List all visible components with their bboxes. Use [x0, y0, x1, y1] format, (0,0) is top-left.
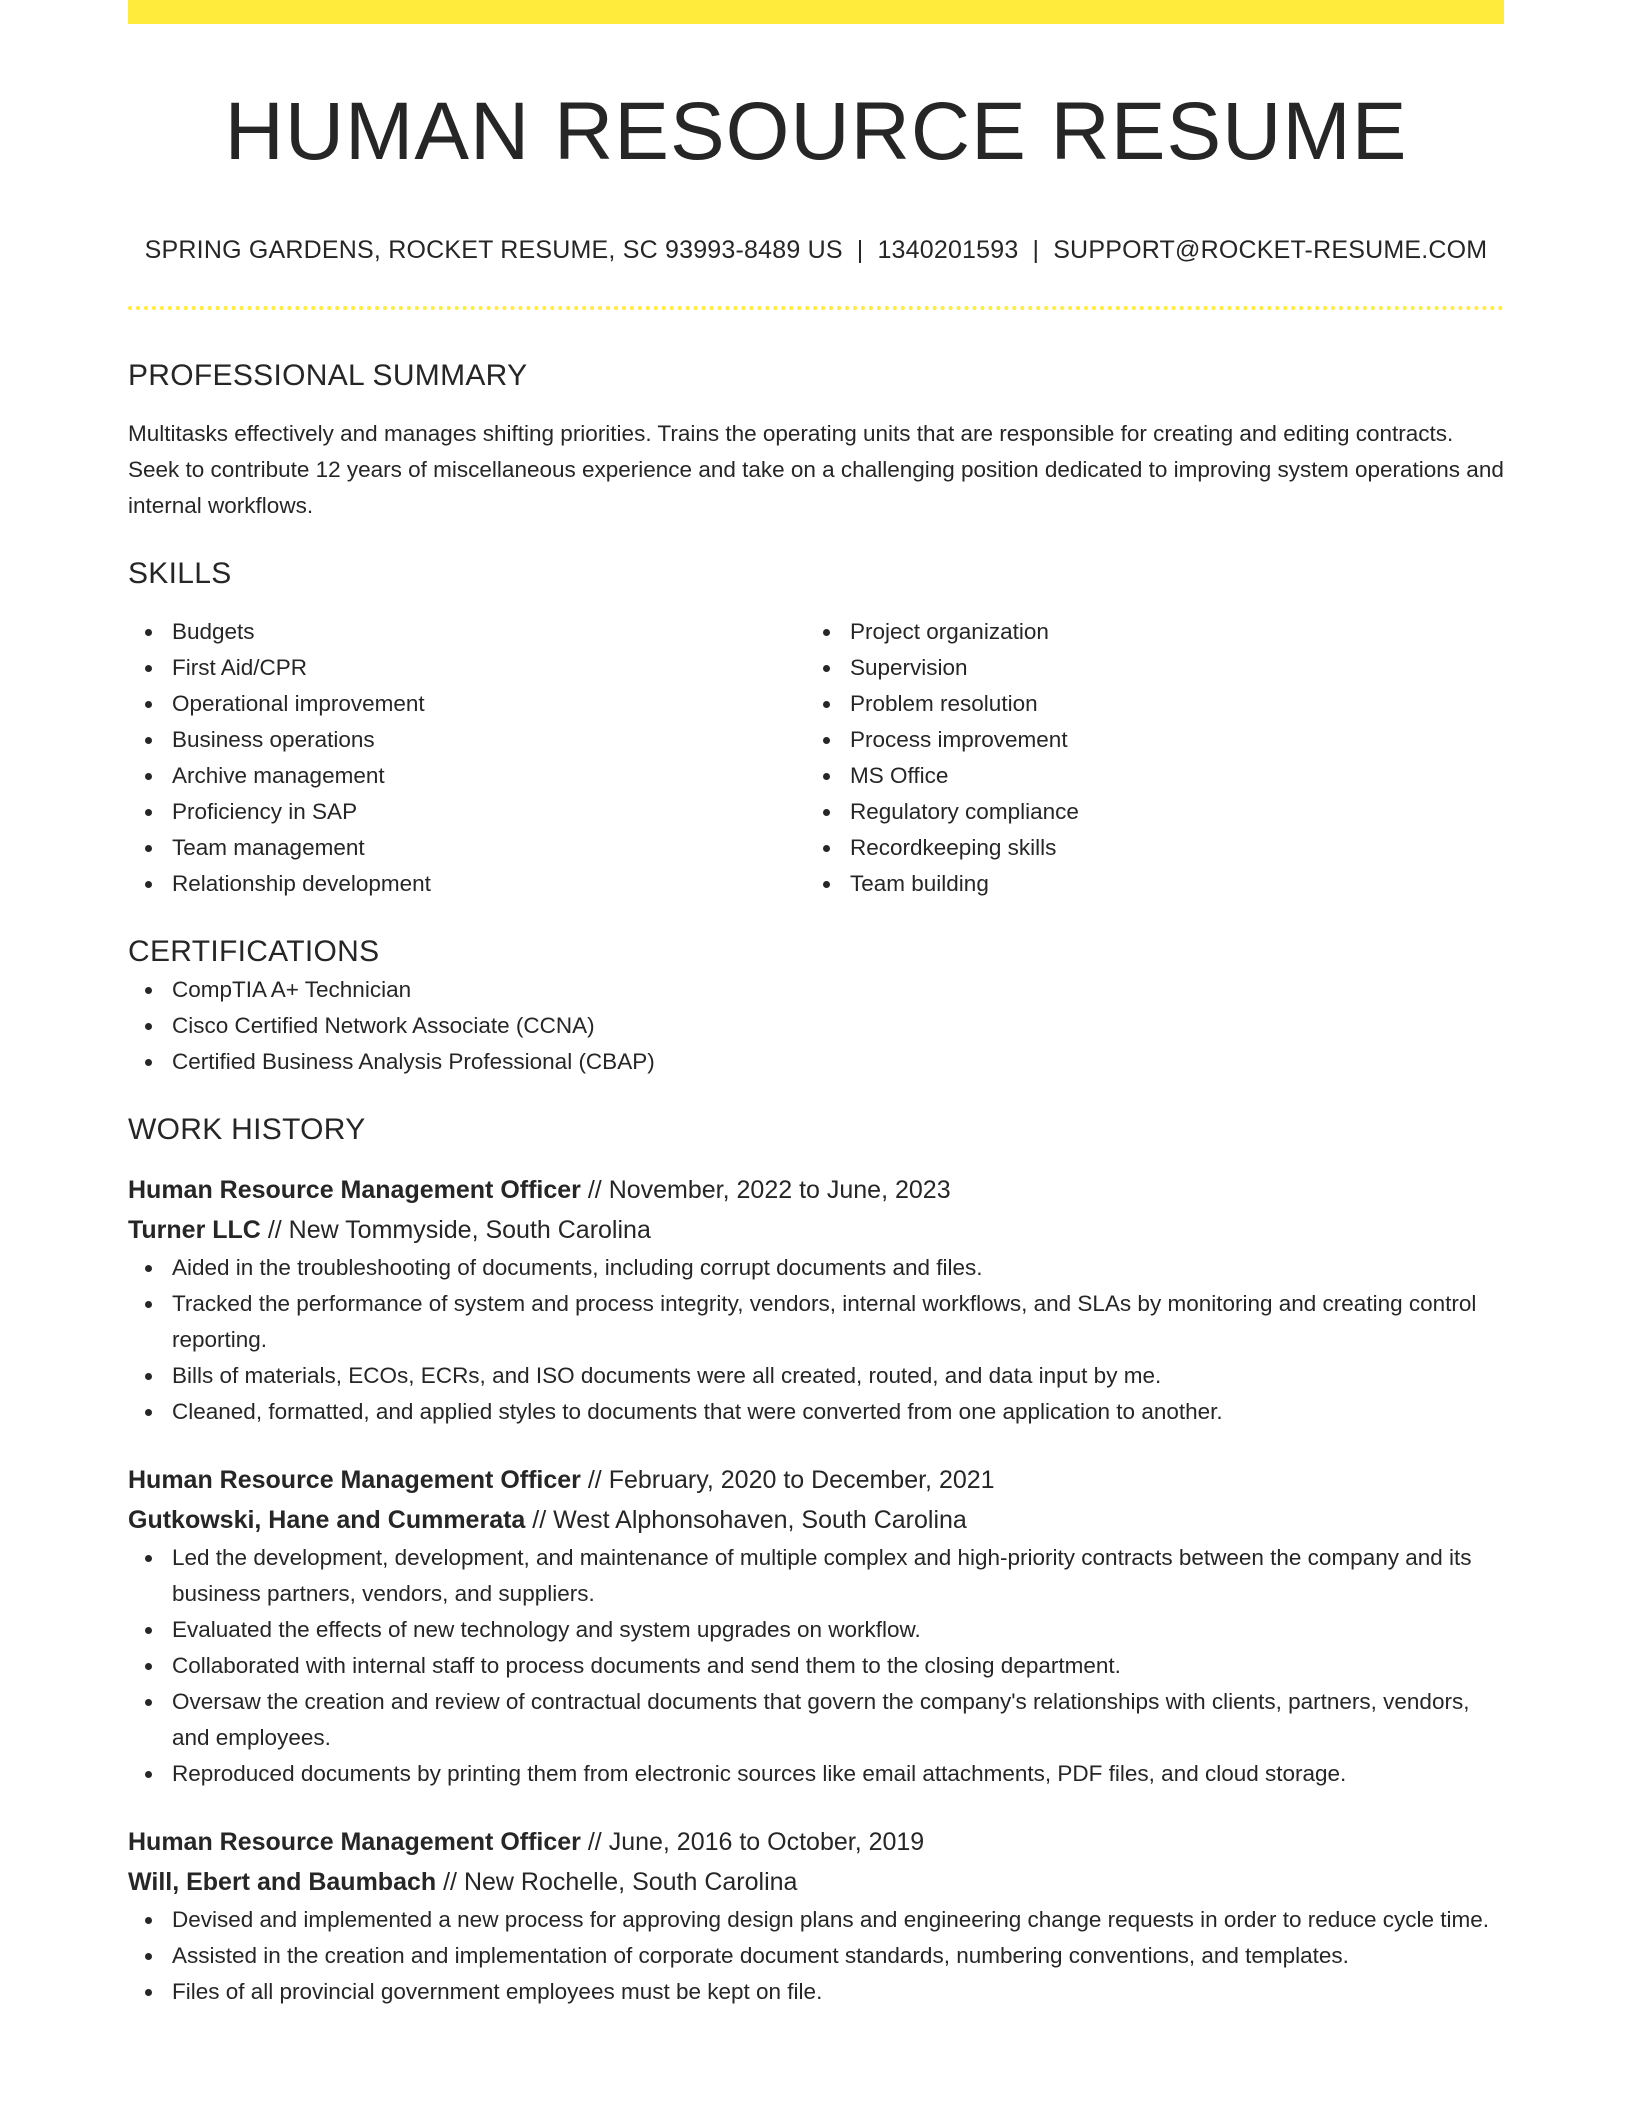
skill-item: Budgets	[128, 614, 806, 650]
accent-top-bar	[128, 0, 1504, 24]
skills-heading: SKILLS	[128, 557, 232, 590]
job-duty-item: Led the development, development, and maintenance of multiple complex and high-priority contracts between the company and its business partners, vendors, and suppliers.	[128, 1540, 1504, 1612]
certification-item: CompTIA A+ Technician	[128, 972, 1504, 1008]
job-duties-list	[128, 1540, 1504, 1792]
job-entry	[128, 1460, 1504, 1792]
job-company: Gutkowski, Hane and Cummerata	[128, 1506, 526, 1534]
job-location: // West Alphonsohaven, South Carolina	[525, 1506, 967, 1534]
skill-item: Recordkeeping skills	[806, 830, 1484, 866]
job-duties-list	[128, 1902, 1504, 2010]
job-duty-item: Collaborated with internal staff to process documents and send them to the closing department.	[128, 1648, 1504, 1684]
job-company: Will, Ebert and Baumbach	[128, 1868, 437, 1896]
job-duty-item: Evaluated the effects of new technology and system upgrades on workflow.	[128, 1612, 1504, 1648]
skill-item: Problem resolution	[806, 686, 1484, 722]
skill-item: Process improvement	[806, 722, 1484, 758]
dotted-divider	[128, 306, 1504, 310]
job-duty-item: Oversaw the creation and review of contractual documents that govern the company's relationships with clients, partners, vendors, and employees.	[128, 1684, 1504, 1756]
job-dates: // February, 2020 to December, 2021	[580, 1466, 995, 1494]
job-duties-list	[128, 1250, 1504, 1430]
work-history-heading: WORK HISTORY	[128, 1113, 366, 1146]
skill-item: Team management	[128, 830, 806, 866]
certifications-heading: CERTIFICATIONS	[128, 935, 380, 968]
job-duty-item: Aided in the troubleshooting of documents, including corrupt documents and files.	[128, 1250, 1504, 1286]
job-title-line	[128, 1460, 1504, 1500]
job-entry	[128, 1822, 1504, 2010]
job-title: Human Resource Management Officer	[128, 1828, 581, 1856]
summary-text: Multitasks effectively and manages shifting priorities. Trains the operating units that are responsible for creating and editing contracts. Seek to contribute 12 years of miscellaneous experience and take on a challenging position dedicated to improving system operations and internal workflows.	[128, 421, 1504, 518]
skill-item: Regulatory compliance	[806, 794, 1484, 830]
skills-grid	[128, 614, 1504, 902]
job-title: Human Resource Management Officer	[128, 1466, 581, 1494]
job-entry	[128, 1170, 1504, 1430]
job-duty-item: Files of all provincial government employees must be kept on file.	[128, 1974, 1504, 2010]
skill-item: Relationship development	[128, 866, 806, 902]
skills-column-right	[806, 614, 1484, 902]
job-duty-item: Reproduced documents by printing them from electronic sources like email attachments, PDF files, and cloud storage.	[128, 1756, 1504, 1792]
job-dates: // November, 2022 to June, 2023	[580, 1176, 951, 1204]
skill-item: Archive management	[128, 758, 806, 794]
certification-item: Cisco Certified Network Associate (CCNA)	[128, 1008, 1504, 1044]
contact-email: SUPPORT@ROCKET-RESUME.COM	[1053, 236, 1488, 264]
skill-item: Business operations	[128, 722, 806, 758]
job-dates: // June, 2016 to October, 2019	[580, 1828, 925, 1856]
job-duty-item: Devised and implemented a new process for approving design plans and engineering change requests in order to reduce cycle time.	[128, 1902, 1504, 1938]
job-company: Turner LLC	[128, 1216, 261, 1244]
contact-line	[128, 234, 1504, 266]
skill-item: MS Office	[806, 758, 1484, 794]
job-title: Human Resource Management Officer	[128, 1176, 581, 1204]
skills-column-left	[128, 614, 806, 902]
job-duty-item: Bills of materials, ECOs, ECRs, and ISO documents were all created, routed, and data input by me.	[128, 1358, 1504, 1394]
job-company-line	[128, 1500, 1504, 1540]
skill-item: First Aid/CPR	[128, 650, 806, 686]
contact-address: SPRING GARDENS, ROCKET RESUME, SC 93993-8489 US	[144, 236, 843, 264]
skills-list-left	[128, 614, 806, 902]
job-location: // New Rochelle, South Carolina	[436, 1868, 798, 1896]
skill-item: Project organization	[806, 614, 1484, 650]
skill-item: Operational improvement	[128, 686, 806, 722]
resume-page	[128, 0, 1504, 2010]
skill-item: Team building	[806, 866, 1484, 902]
resume-title: HUMAN RESOURCE RESUME	[224, 86, 1408, 177]
job-company-line	[128, 1210, 1504, 1250]
job-duty-item: Tracked the performance of system and process integrity, vendors, internal workflows, and SLAs by monitoring and creating control reporting.	[128, 1286, 1504, 1358]
job-duty-item: Cleaned, formatted, and applied styles to documents that were converted from one application to another.	[128, 1394, 1504, 1430]
summary-heading: PROFESSIONAL SUMMARY	[128, 359, 528, 392]
skill-item: Proficiency in SAP	[128, 794, 806, 830]
job-title-line	[128, 1822, 1504, 1862]
job-duty-item: Assisted in the creation and implementation of corporate document standards, numbering conventions, and templates.	[128, 1938, 1504, 1974]
job-company-line	[128, 1862, 1504, 1902]
contact-separator: |	[856, 236, 864, 264]
certification-item: Certified Business Analysis Professional (CBAP)	[128, 1044, 1504, 1080]
contact-phone: 1340201593	[877, 236, 1019, 264]
job-title-line	[128, 1170, 1504, 1210]
skill-item: Supervision	[806, 650, 1484, 686]
certifications-list	[128, 972, 1504, 1080]
skills-list-right	[806, 614, 1484, 902]
job-location: // New Tommyside, South Carolina	[260, 1216, 651, 1244]
contact-separator: |	[1032, 236, 1040, 264]
